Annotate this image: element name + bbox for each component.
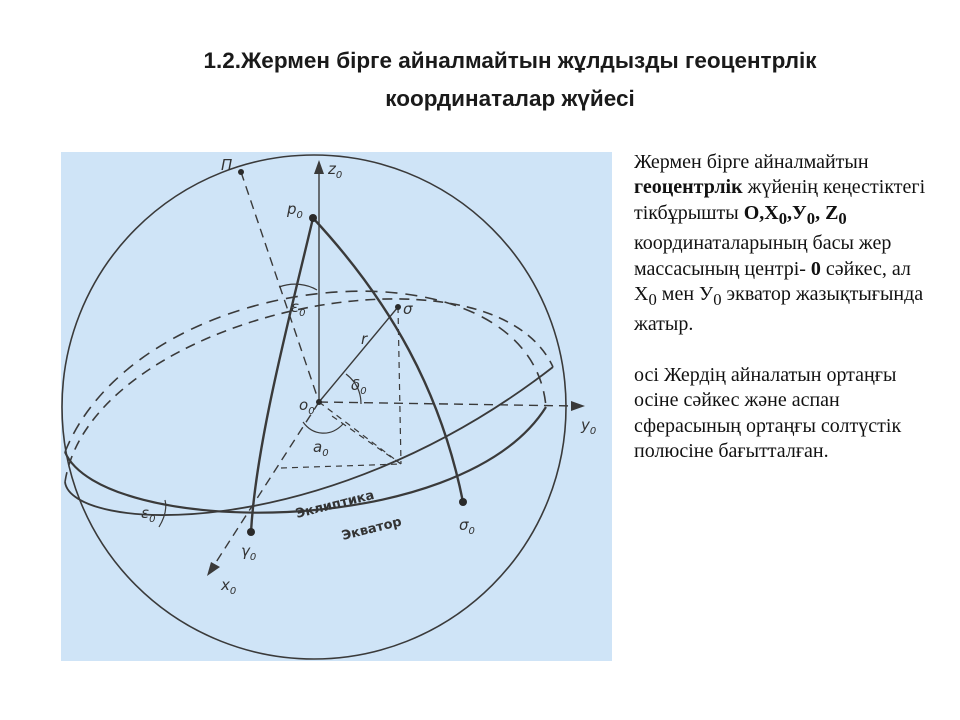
description-paragraph-1: Жермен бірге айналмайтын геоцентрлік жүйенің кеңестіктегі тікбұрышты $O,X_0,У_0$, $Z_0$ координаталарының басы жер массасының центрі- 0 сәйкес, ал $X_0$ мен $У_0$ экватор жазықтығында жатыр.	[634, 151, 926, 336]
label-origin: $o_0$	[299, 396, 315, 417]
label-a0: $a_0$	[313, 438, 329, 459]
description-paragraph-2: осі Жердің айналатын ортаңғы осіне сәйкес және аспан сферасының ортаңғы солтүстік полюсіне бағытталған.	[634, 363, 902, 463]
label-x0: $x_0$	[221, 576, 237, 597]
label-epsilon0-side: $\varepsilon_0$	[141, 504, 156, 525]
alpha-arc	[303, 422, 343, 433]
description-text	[634, 150, 934, 464]
ecliptic-front	[65, 367, 553, 515]
origin-point	[316, 399, 322, 405]
pole-point-p0	[309, 214, 317, 222]
label-epsilon0-top: $\varepsilon_0$	[291, 298, 306, 319]
meridian-gamma	[251, 218, 313, 532]
label-delta0: $\delta_0$	[351, 376, 367, 397]
label-pi: Π	[221, 156, 233, 174]
celestial-sphere-figure	[61, 152, 612, 661]
meridian-sigma	[313, 218, 463, 502]
slide-title	[60, 42, 960, 118]
label-y0: $y_0$	[581, 416, 597, 437]
ecliptic-back	[65, 299, 553, 482]
label-z0: $z_0$	[328, 160, 343, 181]
celestial-sphere-diagram	[61, 152, 612, 661]
label-sigma0: $\sigma_0$	[459, 516, 475, 537]
label-r: r	[361, 330, 368, 348]
title-line-1: 1.2.Жермен бірге айналмайтын жұлдызды геоцентрлік	[203, 48, 817, 73]
label-p0: $p_0$	[287, 200, 303, 221]
label-sigma: σ	[403, 300, 413, 318]
sigma0-point	[459, 498, 467, 506]
label-equator: Экватор	[340, 514, 404, 544]
equator-front	[65, 407, 546, 513]
star-point-sigma	[395, 304, 401, 310]
label-ecliptic: Эклиптика	[294, 487, 376, 522]
vernal-equinox-point	[247, 528, 255, 536]
label-gamma0: $\gamma_0$	[241, 542, 257, 563]
equator-back	[65, 291, 546, 452]
ecliptic-pole-point	[238, 169, 244, 175]
title-line-2: координаталар жүйесі	[385, 86, 635, 111]
